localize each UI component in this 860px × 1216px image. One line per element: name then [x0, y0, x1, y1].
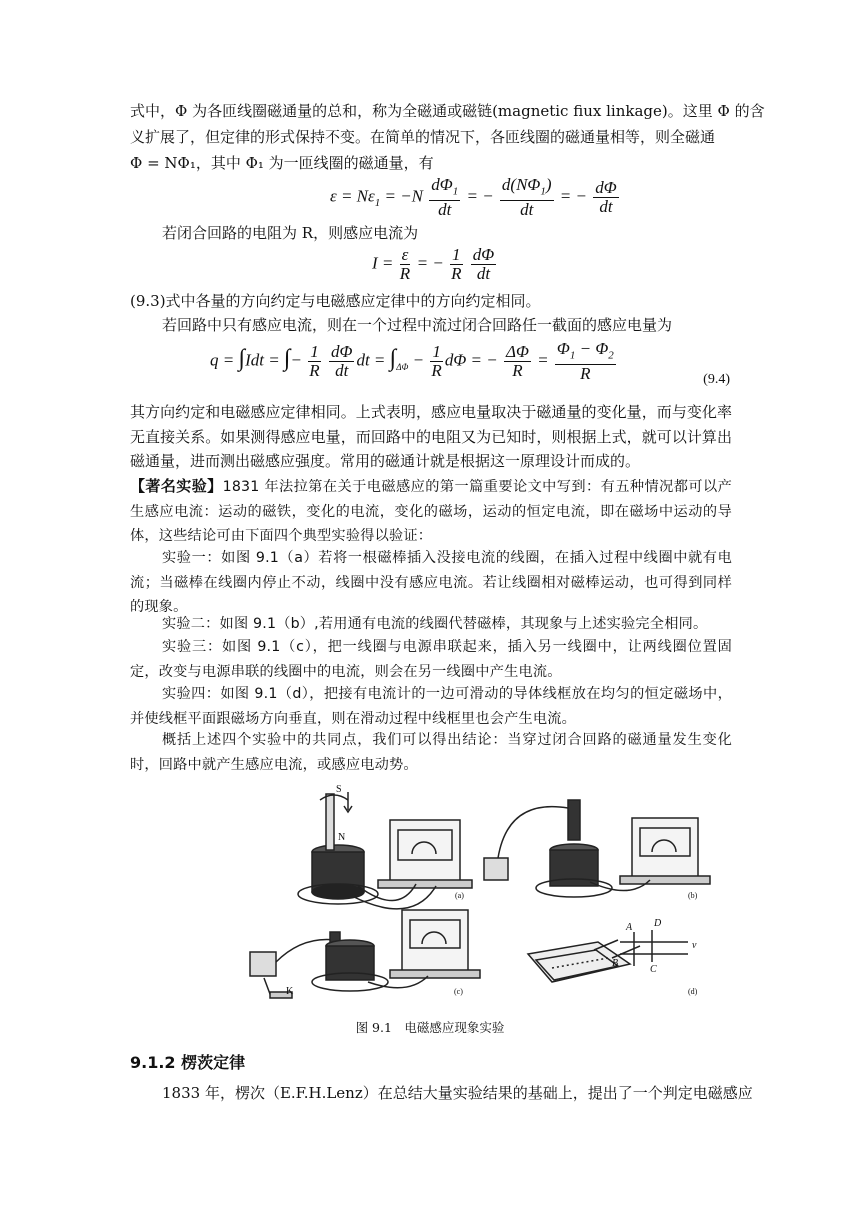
text-line: 若回路中只有感应电流，则在一个过程中流过闭合回路任一截面的感应电量为	[162, 316, 673, 334]
experiment-1: 实验一：如图 9.1（a）若将一根磁棒插入没接电流的线圈，在插入过程中线圈中就有电流；当磁棒在线圈内停止不动，线圈中没有感应电流。若让线圈相对磁棒运动，也可得到同样的现象。	[130, 550, 732, 615]
label-n: N	[338, 832, 346, 843]
famous-text: 1831 年法拉第在关于电磁感应的第一篇重要论文中写到：有五种情况都可以产生感应电流：运动的磁铁，变化的电流，变化的磁场，运动的恒定电流，即在磁场中运动的导体，这些结论可由下面四个典型实验得以验证：	[130, 479, 732, 544]
text-line: 若闭合回路的电阻为 R，则感应电流为	[162, 224, 419, 242]
text-line: 式中，Φ 为各匝线圈磁通量的总和，称为全磁通或磁链(magnetic fiux linkage)。这里 Φ 的含	[130, 102, 765, 120]
figure-a	[298, 792, 472, 909]
figure-d	[528, 930, 688, 982]
label-a-point: A	[626, 922, 633, 933]
label-a: (a)	[455, 891, 464, 900]
paragraph: 其方向约定和电磁感应定律相同。上式表明，感应电量取决于磁通量的变化量，而与变化率无直接关系。如果测得感应电量，而回路中的电阻又为已知时，则根据上式，就可以计算出磁通量，进而测出磁感应强度。常用的磁通计就是根据这一原理设计而成的。	[130, 403, 732, 470]
label-d-point: D	[654, 918, 662, 929]
figure-b	[484, 800, 710, 897]
section-heading: 9.1.2 楞茨定律	[130, 1053, 246, 1072]
equation-2: I = $\frac{\varepsilon}{R}$ = − $\frac{1}{R}$ $\frac{d\Phi}{dt}$	[372, 245, 495, 283]
famous-label: 【著名实验】	[130, 477, 223, 495]
text-line: (9.3)式中各量的方向约定与电磁感应定律中的方向约定相同。	[130, 292, 541, 310]
label-s: S	[336, 784, 342, 795]
experiment-3: 实验三：如图 9.1（c），把一线圈与电源串联起来，插入另一线圈中，让两线圈位置固定，改变与电源串联的线圈中的电流，则会在另一线圈中产生电流。	[130, 639, 732, 680]
figure-9-1	[240, 782, 720, 1007]
label-d: (d)	[688, 987, 698, 996]
text-line: 1833 年，楞次（E.F.H.Lenz）在总结大量实验结果的基础上，提出了一个判定电磁感应	[162, 1084, 753, 1102]
summary: 概括上述四个实验中的共同点，我们可以得出结论：当穿过闭合回路的磁通量发生变化时，回路中就产生感应电流，或感应电动势。	[130, 732, 732, 773]
label-v: v	[692, 940, 697, 951]
equation-3: q = ∫Idt = ∫− $\frac{1}{R}$ $\frac{d\Phi}{dt}$ dt = $\int_{\Delta\Phi}$ − $\frac{1}{R}$ dΦ = − $\frac{\Delta\Phi}{R}$ = $\frac{\Phi_1 - \Phi_2}{R}$	[210, 339, 614, 384]
label-k: K	[286, 986, 294, 997]
text-line: 义扩展了，但定律的形式保持不变。在简单的情况下，各匝线圈的磁通量相等，则全磁通	[130, 128, 716, 146]
figure-caption: 图 9.1 电磁感应现象实验	[355, 1020, 505, 1035]
text-line: Φ = NΦ₁，其中 Φ₁ 为一匝线圈的磁通量，有	[130, 154, 434, 172]
label-b-point: B	[612, 958, 619, 969]
equation-number: (9.4)	[703, 372, 730, 387]
experiment-2: 实验二：如图 9.1（b）,若用通有电流的线圈代替磁棒，其现象与上述实验完全相同。	[162, 616, 708, 632]
label-b: (b)	[688, 891, 698, 900]
equation-1: $\varepsilon = N\varepsilon_1 = -N$ $\frac{d\Phi_1}{dt}$ = − $\frac{d(N\Phi_1)}{dt}$ = − $\frac{d\Phi}{dt}$	[330, 175, 617, 220]
figure-c	[250, 910, 480, 998]
famous-experiment-paragraph	[130, 474, 732, 549]
label-c: (c)	[454, 987, 463, 996]
label-c-point: C	[650, 964, 657, 975]
experiment-4: 实验四：如图 9.1（d），把接有电流计的一边可滑动的导体线框放在均匀的恒定磁场中，并使线框平面跟磁场方向垂直，则在滑动过程中线框里也会产生电流。	[130, 686, 732, 727]
